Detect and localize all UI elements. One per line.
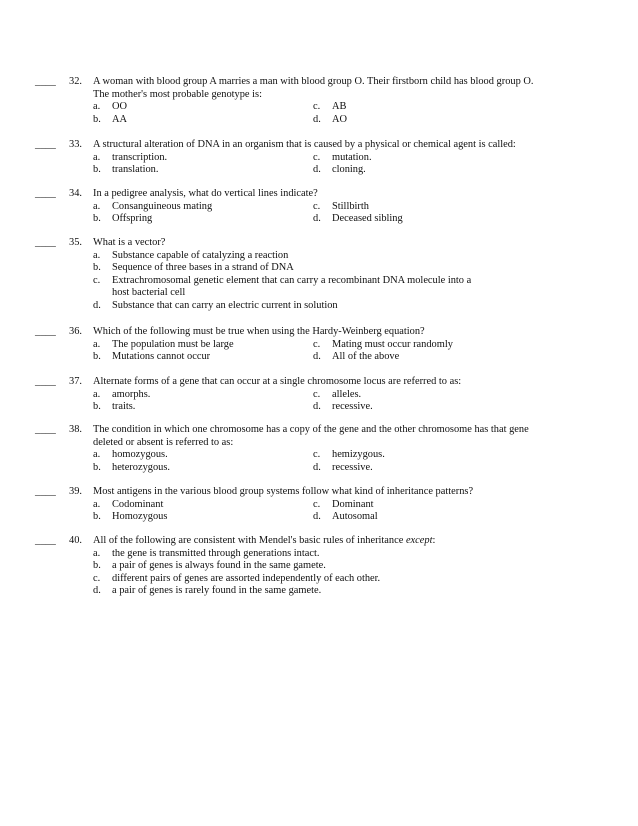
option-a <box>93 201 212 214</box>
options <box>93 101 605 126</box>
option-letter: c. <box>313 498 321 510</box>
option-text-line: host bacterial cell <box>112 287 186 298</box>
option-d <box>93 300 605 313</box>
stem-line: Alternate forms of a gene that can occur at a single chromosome locus are referred to as: <box>93 376 462 387</box>
options <box>93 548 605 598</box>
question-stem <box>93 535 605 548</box>
option-letter: d. <box>313 511 321 522</box>
question-number: 38. <box>69 424 82 435</box>
answer-blank[interactable]: ____ <box>35 188 56 199</box>
option-text: Offspring <box>112 213 153 224</box>
option-letter: a. <box>93 338 101 350</box>
question-number: 36. <box>69 326 82 337</box>
question-stem <box>93 237 605 250</box>
option-d <box>313 401 373 414</box>
option-text: the gene is transmitted through generations intact. <box>112 547 320 559</box>
option-text: amorphs. <box>112 388 151 400</box>
question-stem <box>93 326 605 339</box>
option-letter: c. <box>313 338 321 350</box>
stem-emphasis: except <box>405 535 433 546</box>
option-letter: b. <box>93 113 101 125</box>
question-number: 35. <box>69 237 82 248</box>
option-text: Sequence of three bases in a strand of DNA <box>112 262 294 273</box>
stem-line: The mother's most probable genotype is: <box>93 88 262 100</box>
option-letter: d. <box>313 164 321 175</box>
option-letter: d. <box>313 351 321 362</box>
answer-blank[interactable]: ____ <box>35 486 56 497</box>
option-text: cloning. <box>332 164 366 175</box>
option-letter: b. <box>93 262 101 273</box>
option-c <box>313 389 361 402</box>
option-letter: a. <box>93 449 101 460</box>
option-a <box>93 389 150 402</box>
option-b <box>93 213 152 226</box>
question-number: 34. <box>69 188 82 199</box>
option-letter: c. <box>313 151 321 163</box>
option-b <box>93 560 605 573</box>
answer-blank[interactable]: ____ <box>35 237 56 248</box>
options <box>93 389 605 414</box>
option-d <box>313 351 399 364</box>
option-letter: d. <box>93 299 101 311</box>
answer-blank[interactable]: ____ <box>35 535 56 546</box>
option-text: Dominant <box>332 498 374 510</box>
question-number: 40. <box>69 535 82 546</box>
option-text: mutation. <box>332 151 372 163</box>
question-stem <box>93 76 605 101</box>
option-c <box>313 152 372 165</box>
stem-line: deleted or absent is referred to as: <box>93 436 234 448</box>
option-text: Autosomal <box>332 511 378 522</box>
option-text-line: Extrachromosomal genetic element that can carry a recombinant DNA molecule into a <box>112 274 472 286</box>
option-c <box>313 201 369 214</box>
stem-line: What is a vector? <box>93 237 166 248</box>
option-a <box>93 250 605 263</box>
question-stem <box>93 139 605 152</box>
question-35 <box>35 237 605 312</box>
option-text: AO <box>332 113 348 125</box>
option-text: transcription. <box>112 151 168 163</box>
option-a <box>93 152 167 165</box>
option-letter: a. <box>93 547 101 559</box>
stem-line: A woman with blood group A marries a man with blood group O. Their firstborn child has blood group O. <box>93 76 534 87</box>
option-text: Mating must occur randomly <box>332 338 453 350</box>
option-letter: a. <box>93 388 101 400</box>
option-b <box>93 351 210 364</box>
option-c <box>93 573 605 586</box>
stem-line: In a pedigree analysis, what do vertical lines indicate? <box>93 188 318 199</box>
option-letter: c. <box>313 449 321 460</box>
option-text: Substance that can carry an electric current in solution <box>112 299 338 311</box>
option-text: homozygous. <box>112 449 168 460</box>
option-letter: d. <box>313 113 321 125</box>
option-letter: d. <box>93 585 101 596</box>
stem-text: : <box>432 535 436 546</box>
option-b <box>93 511 167 524</box>
options <box>93 499 605 524</box>
option-letter: c. <box>313 388 321 400</box>
option-letter: a. <box>93 498 101 510</box>
option-b <box>93 114 127 127</box>
option-a <box>93 101 127 114</box>
option-letter: b. <box>93 351 101 362</box>
question-stem <box>93 188 605 201</box>
option-text: Codominant <box>112 498 164 510</box>
option-text: Homozygous <box>112 511 168 522</box>
stem-text: All of the following are consistent with Mendel's basic rules of inheritance <box>93 535 406 546</box>
question-39 <box>35 486 605 524</box>
options <box>93 339 605 364</box>
option-letter: d. <box>313 461 321 473</box>
option-text: alleles. <box>332 388 362 400</box>
question-40 <box>35 535 605 598</box>
question-33 <box>35 139 605 177</box>
option-a <box>93 548 605 561</box>
option-letter: d. <box>313 401 321 412</box>
option-text: translation. <box>112 164 159 175</box>
option-text: OO <box>112 101 128 112</box>
option-letter: c. <box>93 274 101 286</box>
option-c <box>93 275 605 300</box>
option-b <box>93 164 158 177</box>
option-text: traits. <box>112 401 136 412</box>
options <box>93 152 605 177</box>
answer-blank[interactable]: ____ <box>35 376 56 387</box>
option-letter: b. <box>93 164 101 175</box>
option-text: different pairs of genes are assorted independently of each other. <box>112 572 381 584</box>
option-letter: a. <box>93 101 101 112</box>
question-32 <box>35 76 605 126</box>
option-a <box>93 339 234 352</box>
stem-line: Which of the following must be true when using the Hardy-Weinberg equation? <box>93 326 425 337</box>
option-a <box>93 499 163 512</box>
option-text: Consanguineous mating <box>112 200 213 212</box>
option-b <box>93 462 170 475</box>
option-text: AA <box>112 113 128 125</box>
option-letter: a. <box>93 249 101 261</box>
option-d <box>313 164 366 177</box>
question-number: 32. <box>69 76 82 87</box>
option-text: Substance capable of catalyzing a reaction <box>112 249 289 261</box>
stem-line <box>93 535 605 548</box>
option-text: The population must be large <box>112 338 234 350</box>
option-text: All of the above <box>332 351 400 362</box>
option-d <box>313 213 403 226</box>
options <box>93 449 605 474</box>
option-d <box>313 462 373 475</box>
option-letter: d. <box>313 213 321 224</box>
option-letter: a. <box>93 200 101 212</box>
question-37 <box>35 376 605 414</box>
question-number: 39. <box>69 486 82 497</box>
option-text: Mutations cannot occur <box>112 351 211 362</box>
option-b <box>93 262 605 275</box>
option-d <box>313 511 378 524</box>
option-letter: b. <box>93 560 101 571</box>
option-letter: c. <box>313 200 321 212</box>
option-d <box>93 585 605 598</box>
answer-blank[interactable]: ____ <box>35 76 56 87</box>
option-letter: c. <box>313 101 321 112</box>
option-letter: b. <box>93 401 101 412</box>
question-stem <box>93 424 605 449</box>
stem-line: The condition in which one chromosome has a copy of the gene and the other chromosome has that gene <box>93 424 529 435</box>
stem-line: A structural alteration of DNA in an organism that is caused by a physical or chemical agent is called: <box>93 139 516 150</box>
option-text: a pair of genes is rarely found in the same gamete. <box>112 585 322 596</box>
option-b <box>93 401 135 414</box>
option-text: recessive. <box>332 461 373 473</box>
question-number: 33. <box>69 139 82 150</box>
question-38 <box>35 424 605 474</box>
stem-line: Most antigens in the various blood group systems follow what kind of inheritance patterns? <box>93 486 474 497</box>
option-text: heterozygous. <box>112 461 170 473</box>
question-stem <box>93 376 605 389</box>
question-36 <box>35 326 605 364</box>
option-text: Deceased sibling <box>332 213 403 224</box>
option-letter: b. <box>93 511 101 522</box>
option-c <box>313 339 453 352</box>
answer-blank[interactable]: ____ <box>35 424 56 435</box>
question-34 <box>35 188 605 226</box>
option-text: hemizygous. <box>332 449 385 460</box>
option-text: AB <box>332 101 347 112</box>
option-c <box>313 499 374 512</box>
option-text <box>112 275 605 300</box>
options <box>93 250 605 313</box>
option-c <box>313 449 385 462</box>
answer-blank[interactable]: ____ <box>35 139 56 150</box>
answer-blank[interactable]: ____ <box>35 326 56 337</box>
option-d <box>313 114 347 127</box>
option-a <box>93 449 168 462</box>
option-letter: c. <box>93 572 101 584</box>
option-letter: a. <box>93 151 101 163</box>
options <box>93 201 605 226</box>
option-c <box>313 101 346 114</box>
option-letter: b. <box>93 461 101 473</box>
option-letter: b. <box>93 213 101 224</box>
question-number: 37. <box>69 376 82 387</box>
option-text: recessive. <box>332 401 373 412</box>
option-text: Stillbirth <box>332 200 369 212</box>
option-text: a pair of genes is always found in the same gamete. <box>112 560 326 571</box>
question-stem <box>93 486 605 499</box>
